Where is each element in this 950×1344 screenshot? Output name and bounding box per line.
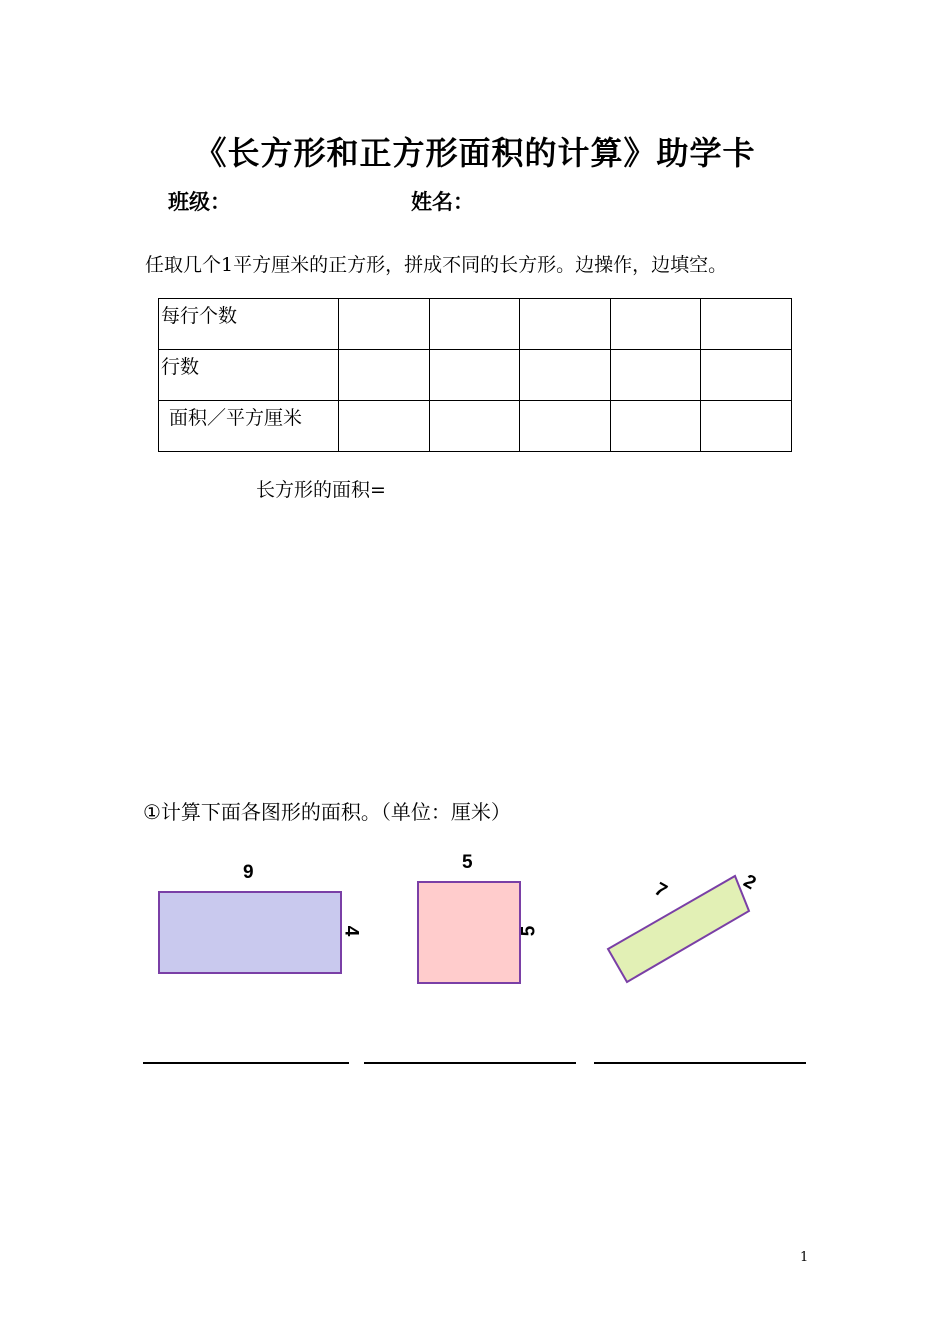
tilted-width-label: 2 [739,870,760,895]
area-formula: 长方形的面积= [256,479,386,501]
table-cell[interactable] [610,350,701,401]
table-cell[interactable] [520,299,611,350]
table-cell[interactable] [339,299,430,350]
answer-line[interactable] [594,1062,806,1064]
table-cell[interactable] [701,350,792,401]
table-row [159,401,792,452]
square-shape [417,881,521,984]
table-cell[interactable] [339,350,430,401]
intro-text: 任取几个1平方厘米的正方形，拼成不同的长方形。边操作，边填空。 [145,254,728,276]
table-row [159,350,792,401]
table-row [159,299,792,350]
page-title: 《长方形和正方形面积的计算》助学卡 [194,134,756,172]
table-cell[interactable] [429,401,520,452]
tilted-rectangle-polygon [608,876,749,982]
tilted-length-label: 7 [650,878,671,903]
table-cell[interactable] [610,299,701,350]
table-cell[interactable] [429,299,520,350]
table-cell[interactable] [339,401,430,452]
table-cell[interactable] [701,299,792,350]
rectangle-shape [158,891,342,974]
row-label: 面积／平方厘米 [159,401,339,452]
rectangle-height-label: 4 [340,925,362,937]
answer-line[interactable] [364,1062,576,1064]
table-cell[interactable] [520,401,611,452]
name-label: 姓名： [411,190,474,214]
row-label: 行数 [159,350,339,401]
answer-line[interactable] [143,1062,349,1064]
class-label: 班级： [168,190,231,214]
task-instruction: ①计算下面各图形的面积。（单位：厘米） [143,800,511,824]
table-cell[interactable] [520,350,611,401]
fill-table [158,298,792,452]
square-side-label: 5 [518,925,540,937]
table-cell[interactable] [701,401,792,452]
table-cell[interactable] [429,350,520,401]
rectangle-width-label: 9 [243,862,254,883]
table-cell[interactable] [610,401,701,452]
page-number: 1 [800,1250,809,1265]
square-top-label: 5 [462,852,473,873]
tilted-rectangle-shape [595,860,765,1000]
row-label: 每行个数 [159,299,339,350]
